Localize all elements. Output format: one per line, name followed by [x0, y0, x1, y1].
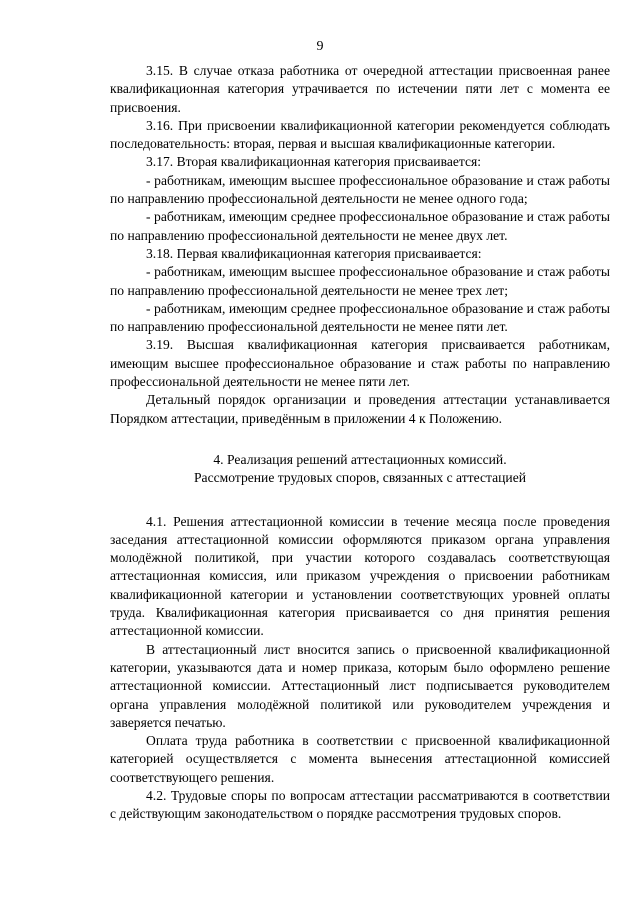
paragraph-attestation-procedure: Детальный порядок организации и проведения аттестации устанавливается Порядком аттестации, приведённым в приложении 4 к Положению.: [110, 392, 610, 426]
paragraph-payment: Оплата труда работника в соответствии с присвоенной квалификационной категорией осуществляется с момента вынесения аттестационной комиссией соответствующего решения.: [110, 733, 610, 785]
paragraph-3-18: 3.18. Первая квалификационная категория присваивается:: [146, 245, 482, 261]
list-item-second-category-higher-education: - работникам, имеющим высшее профессиональное образование и стаж работы по направлению профессиональной деятельности не менее одного года;: [110, 172, 610, 207]
paragraph-3-17: 3.17. Вторая квалификационная категория присваивается:: [146, 154, 482, 170]
section-heading-line-2: Рассмотрение трудовых споров, связанных с аттестацией: [193, 470, 527, 486]
list-item-first-category-secondary-education: - работникам, имеющим среднее профессиональное образование и стаж работы по направлению профессиональной деятельности не менее пяти лет.: [110, 300, 610, 335]
list-item-first-category-higher-education: - работникам, имеющим высшее профессиональное образование и стаж работы по направлению профессиональной деятельности не менее трех лет;: [110, 264, 610, 298]
list-item-second-category-secondary-education: - работникам, имеющим среднее профессиональное образование и стаж работы по направлению профессиональной деятельности не менее двух лет.: [110, 209, 610, 243]
page-content: [110, 62, 610, 824]
paragraph-3-16: 3.16. При присвоении квалификационной категории рекомендуется соблюдать последовательность: вторая, первая и высшая квалификационные категории.: [110, 117, 610, 152]
paragraph-3-19: 3.19. Высшая квалификационная категория присваивается работникам, имеющим высшее профессиональное образование и стаж работы по направлению профессиональной деятельности не менее пяти лет.: [110, 337, 610, 390]
paragraph-attestation-sheet: В аттестационный лист вносится запись о присвоенной квалификационной категории, указываются дата и номер приказа, которым было оформлено решение аттестационной комиссии. Аттестационный лист подписывается руководителем органа управления молодёжной политикой или руководителем учреждения и заверяется печатью.: [110, 641, 610, 730]
page-number: 9: [316, 39, 324, 54]
section-heading-line-1: 4. Реализация решений аттестационных комиссий.: [213, 451, 507, 467]
paragraph-3-15: 3.15. В случае отказа работника от очередной аттестации присвоенная ранее квалификационная категория утрачивается по истечении пяти лет с момента ее присвоения.: [110, 63, 610, 115]
paragraph-4-2: 4.2. Трудовые споры по вопросам аттестации рассматриваются в соответствии с действующим законодательством о порядке рассмотрения трудовых споров.: [110, 787, 610, 822]
section-heading: [110, 451, 610, 488]
paragraph-4-1: 4.1. Решения аттестационной комиссии в течение месяца после проведения заседания аттестационной комиссии оформляются приказом органа управления молодёжной политикой, при участии которого создавалась соответствующая аттестационная комиссия, или приказом учреждения о присвоении работникам квалификационной категории и установлении соответствующих уровней оплаты труда. Квалификационная категория присваивается со дня принятия решения аттестационной комиссии.: [110, 513, 610, 639]
